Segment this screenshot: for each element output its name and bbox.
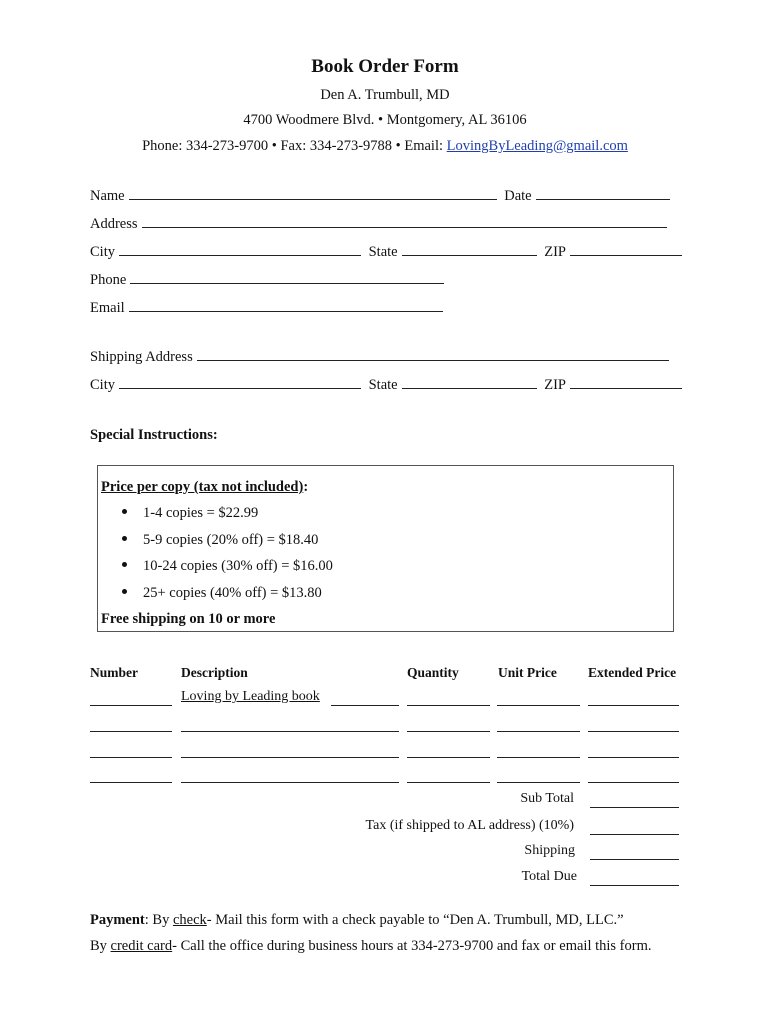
unit-price-field[interactable] bbox=[497, 731, 580, 732]
number-field[interactable] bbox=[90, 731, 172, 732]
bullet-icon bbox=[122, 509, 127, 514]
shipping-state-label: State bbox=[368, 377, 398, 393]
description-field[interactable] bbox=[331, 705, 399, 706]
name-row bbox=[90, 186, 670, 205]
address-label: Address bbox=[90, 216, 138, 232]
check-method: check bbox=[172, 912, 207, 928]
subtotal-field[interactable] bbox=[590, 807, 679, 808]
number-field[interactable] bbox=[90, 757, 172, 758]
tax-field[interactable] bbox=[590, 834, 679, 835]
column-header-number: Number bbox=[90, 665, 138, 680]
shipping-field[interactable] bbox=[590, 859, 679, 860]
email-label: Email bbox=[90, 300, 125, 316]
price-item-text: 10-24 copies (30% off) = $16.00 bbox=[143, 558, 333, 574]
card-method: credit card bbox=[110, 938, 173, 954]
city-row bbox=[90, 242, 682, 261]
email-link[interactable]: LovingByLeading@gmail.com bbox=[446, 138, 628, 154]
payment-label: Payment bbox=[90, 912, 145, 928]
shipping-city-label: City bbox=[90, 377, 115, 393]
date-label: Date bbox=[504, 188, 532, 204]
shipping-address-row bbox=[90, 347, 669, 366]
state-label: State bbox=[368, 244, 398, 260]
payment-card-line bbox=[90, 938, 651, 955]
contact-line bbox=[0, 138, 770, 155]
check-prefix: : By bbox=[144, 912, 173, 928]
pricing-heading bbox=[101, 479, 308, 496]
price-item-text: 25+ copies (40% off) = $13.80 bbox=[143, 585, 322, 601]
shipping-zip-label: ZIP bbox=[544, 377, 566, 393]
phone-row bbox=[90, 270, 444, 289]
phone-label: Phone bbox=[90, 272, 127, 288]
extended-price-field[interactable] bbox=[588, 731, 679, 732]
extended-price-field[interactable] bbox=[588, 757, 679, 758]
phone-field[interactable] bbox=[130, 270, 444, 284]
quantity-field[interactable] bbox=[407, 705, 490, 706]
quantity-field[interactable] bbox=[407, 757, 490, 758]
number-field[interactable] bbox=[90, 782, 172, 783]
unit-price-field[interactable] bbox=[497, 757, 580, 758]
special-instructions-label: Special Instructions: bbox=[90, 427, 218, 443]
description-row-1-text bbox=[181, 689, 320, 705]
state-field[interactable] bbox=[402, 242, 537, 256]
date-field[interactable] bbox=[536, 186, 670, 200]
shipping-address-label: Shipping Address bbox=[90, 349, 193, 365]
column-header-extended-price: Extended Price bbox=[588, 665, 677, 680]
pricing-heading-colon: : bbox=[303, 479, 309, 495]
price-item bbox=[122, 585, 322, 602]
description-field[interactable] bbox=[181, 782, 399, 783]
address-field[interactable] bbox=[142, 214, 667, 228]
price-item-text: 5-9 copies (20% off) = $18.40 bbox=[143, 532, 319, 548]
quantity-field[interactable] bbox=[407, 782, 490, 783]
pricing-heading-text: Price per copy (tax not included) bbox=[101, 479, 304, 495]
subtotal-label: Sub Total bbox=[520, 791, 574, 806]
free-shipping-note: Free shipping on 10 or more bbox=[101, 611, 276, 627]
column-header-quantity: Quantity bbox=[407, 665, 459, 680]
description-field[interactable] bbox=[181, 757, 399, 758]
shipping-label: Shipping bbox=[524, 843, 575, 858]
name-label: Name bbox=[90, 188, 125, 204]
description-field[interactable] bbox=[181, 731, 399, 732]
quantity-field[interactable] bbox=[407, 731, 490, 732]
column-header-description: Description bbox=[181, 665, 248, 680]
bullet-icon bbox=[122, 562, 127, 567]
total-due-label: Total Due bbox=[521, 869, 577, 884]
office-address: 4700 Woodmere Blvd. • Montgomery, AL 36106 bbox=[243, 112, 527, 128]
price-item-text: 1-4 copies = $22.99 bbox=[143, 505, 259, 521]
card-text: - Call the office during business hours at 334-273-9700 and fax or email this form. bbox=[172, 938, 652, 954]
price-item bbox=[122, 505, 258, 522]
shipping-zip-field[interactable] bbox=[570, 375, 682, 389]
zip-field[interactable] bbox=[570, 242, 682, 256]
tax-label: Tax (if shipped to AL address) (10%) bbox=[365, 818, 574, 833]
number-field[interactable] bbox=[90, 705, 172, 706]
city-field[interactable] bbox=[119, 242, 361, 256]
column-header-unit-price: Unit Price bbox=[498, 665, 557, 680]
form-title: Book Order Form bbox=[311, 56, 459, 77]
unit-price-field[interactable] bbox=[497, 782, 580, 783]
extended-price-field[interactable] bbox=[588, 782, 679, 783]
name-field[interactable] bbox=[129, 186, 497, 200]
price-item bbox=[122, 558, 333, 575]
extended-price-field[interactable] bbox=[588, 705, 679, 706]
shipping-city-field[interactable] bbox=[119, 375, 361, 389]
shipping-state-field[interactable] bbox=[402, 375, 537, 389]
contact-prefix: Phone: 334-273-9700 • Fax: 334-273-9788 • Email: bbox=[142, 138, 447, 154]
zip-label: ZIP bbox=[544, 244, 566, 260]
city-label: City bbox=[90, 244, 115, 260]
total-due-field[interactable] bbox=[590, 885, 679, 886]
email-field[interactable] bbox=[129, 298, 443, 312]
shipping-city-row bbox=[90, 375, 682, 394]
price-item bbox=[122, 532, 318, 549]
address-row bbox=[90, 214, 667, 233]
unit-price-field[interactable] bbox=[497, 705, 580, 706]
bullet-icon bbox=[122, 589, 127, 594]
email-row bbox=[90, 298, 443, 317]
check-text: - Mail this form with a check payable to “Den A. Trumbull, MD, LLC.” bbox=[206, 912, 624, 928]
book-title: Loving by Leading book bbox=[181, 689, 320, 704]
shipping-address-field[interactable] bbox=[197, 347, 669, 361]
card-prefix: By bbox=[90, 938, 111, 954]
bullet-icon bbox=[122, 536, 127, 541]
doctor-name: Den A. Trumbull, MD bbox=[320, 87, 450, 103]
payment-check-line bbox=[90, 912, 624, 929]
